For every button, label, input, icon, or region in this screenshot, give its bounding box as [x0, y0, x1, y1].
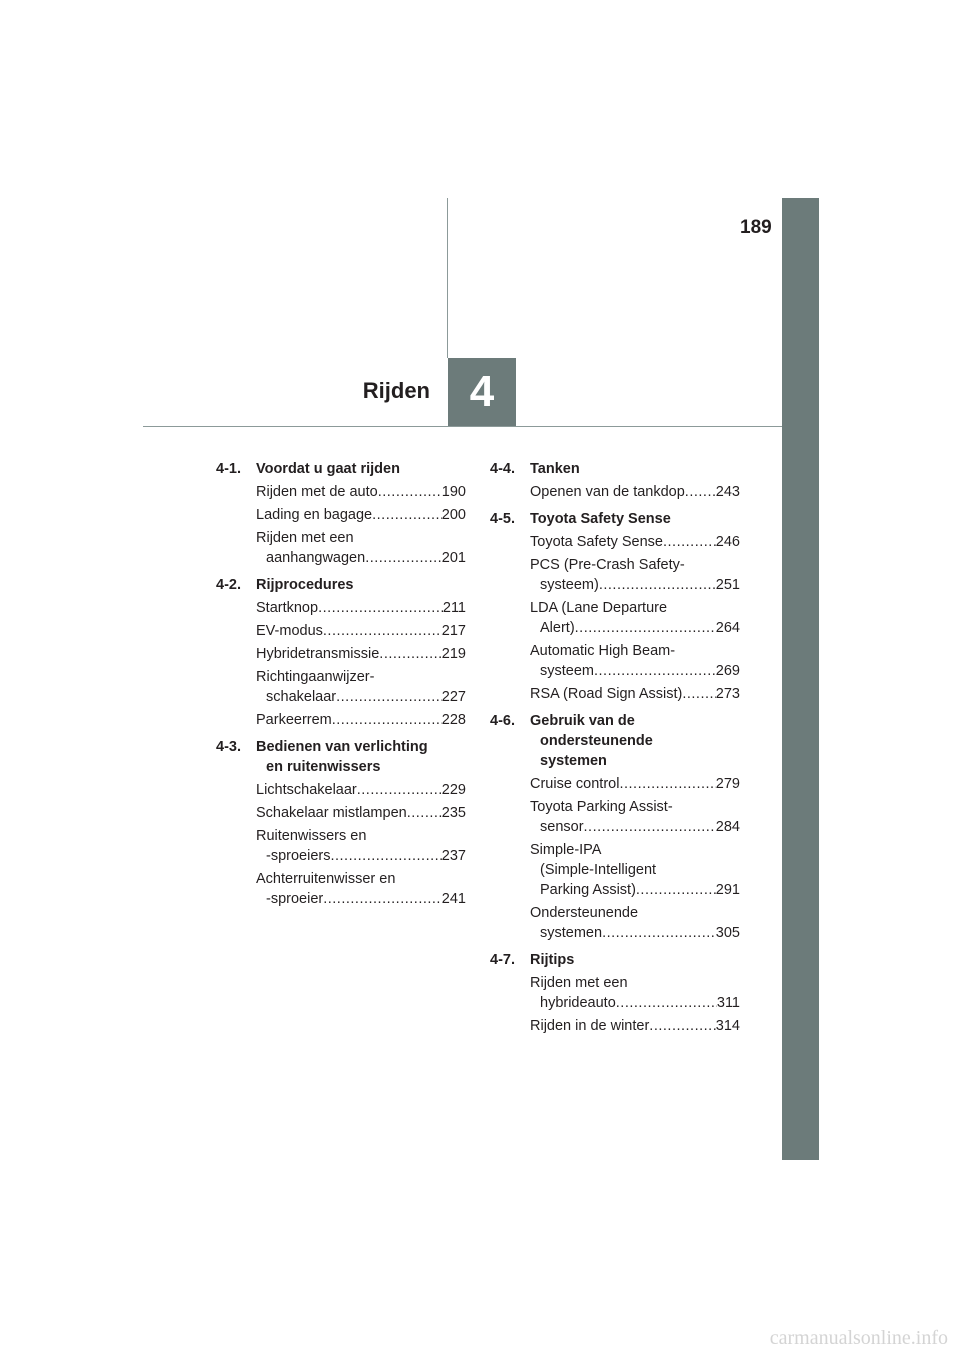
dot-leader	[330, 846, 441, 866]
entry-page-number: 305	[715, 925, 740, 941]
entry-text-line: Toyota Parking Assist-	[530, 799, 673, 815]
toc-entry[interactable]	[256, 869, 466, 909]
section-number: 4-3.	[216, 739, 241, 755]
entry-last-line	[530, 817, 740, 837]
toc-entry[interactable]	[530, 641, 740, 681]
dot-leader	[649, 1016, 716, 1036]
toc-entry[interactable]	[256, 803, 466, 823]
dot-leader	[682, 684, 715, 704]
toc-column-left	[216, 459, 466, 916]
dot-leader	[594, 661, 716, 681]
entry-page-number: 243	[715, 484, 740, 500]
entry-text-line: LDA (Lane Departure	[530, 600, 668, 616]
dot-leader	[365, 548, 442, 568]
entry-text-line: Rijden met een	[530, 975, 628, 991]
chapter-title: Rijden	[362, 378, 430, 403]
section-title-line: Gebruik van de	[530, 713, 635, 729]
entry-text-line: hybrideauto	[540, 995, 616, 1011]
dot-leader	[379, 644, 442, 664]
toc-entry[interactable]	[256, 667, 466, 707]
entry-last-line	[530, 618, 740, 638]
entry-last-line	[256, 846, 466, 866]
section-number: 4-4.	[490, 461, 515, 477]
entry-text-line: Toyota Safety Sense	[530, 534, 663, 550]
entry-page-number: 237	[441, 848, 466, 864]
entry-page-number: 229	[441, 782, 466, 798]
toc-section	[216, 459, 466, 568]
toc-section	[490, 509, 740, 704]
dot-leader	[685, 482, 716, 502]
dot-leader	[407, 803, 442, 823]
header-horizontal-rule	[143, 426, 782, 427]
entry-text-line: Lading en bagage	[256, 507, 373, 523]
toc-section	[216, 737, 466, 909]
toc-entry[interactable]	[256, 528, 466, 568]
chapter-number-box	[448, 358, 516, 426]
dot-leader	[332, 710, 442, 730]
toc-entry[interactable]	[256, 621, 466, 641]
entry-page-number: 235	[441, 805, 466, 821]
entry-text-line: Schakelaar mistlampen	[256, 805, 407, 821]
entry-page-number: 241	[441, 891, 466, 907]
dot-leader	[636, 880, 716, 900]
entry-page-number: 314	[715, 1018, 740, 1034]
entry-text-line: Richtingaanwijzer-	[256, 669, 375, 685]
section-title	[530, 711, 740, 771]
entry-page-number: 190	[441, 484, 466, 500]
section-title-line: en ruitenwissers	[266, 759, 381, 775]
toc-entry[interactable]	[256, 482, 466, 502]
dot-leader	[318, 598, 443, 618]
section-title	[530, 509, 740, 529]
toc-entry[interactable]	[530, 774, 740, 794]
toc-entry[interactable]	[530, 840, 740, 900]
section-number: 4-1.	[216, 461, 241, 477]
entry-page-number: 228	[441, 712, 466, 728]
entry-page-number: 217	[441, 623, 466, 639]
toc-entry[interactable]	[530, 903, 740, 943]
entry-text-line: Rijden met een	[256, 530, 354, 546]
dot-leader	[336, 687, 442, 707]
toc-entry[interactable]	[256, 826, 466, 866]
entry-last-line	[530, 575, 740, 595]
section-title	[256, 575, 466, 595]
toc-entry[interactable]	[530, 532, 740, 552]
entry-last-line	[256, 710, 466, 730]
dot-leader	[357, 780, 442, 800]
entry-page-number: 311	[716, 995, 740, 1011]
entry-text-line: Ondersteunende	[530, 905, 639, 921]
section-number: 4-2.	[216, 577, 241, 593]
dot-leader	[602, 923, 716, 943]
entry-last-line	[530, 1016, 740, 1036]
toc-entry[interactable]	[256, 505, 466, 525]
entry-text-line: -sproeiers	[266, 848, 331, 864]
entry-page-number: 273	[715, 686, 740, 702]
section-title-line: Rijtips	[530, 952, 575, 968]
entry-text-line: Hybridetransmissie	[256, 646, 380, 662]
section-number: 4-5.	[490, 511, 515, 527]
toc-entry[interactable]	[530, 555, 740, 595]
entry-text-line: Simple-IPA	[530, 842, 602, 858]
dot-leader	[372, 505, 442, 525]
entry-page-number: 264	[715, 620, 740, 636]
entry-last-line	[256, 505, 466, 525]
entry-last-line	[256, 687, 466, 707]
dot-leader	[378, 482, 442, 502]
entry-last-line	[530, 774, 740, 794]
entry-last-line	[256, 889, 466, 909]
entry-last-line	[256, 780, 466, 800]
entry-text-line: Openen van de tankdop	[530, 484, 685, 500]
entry-text-line: systemen	[540, 925, 603, 941]
entry-text-line: Rijden met de auto	[256, 484, 378, 500]
header-vertical-rule	[447, 198, 448, 358]
entry-text-line: Startknop	[256, 600, 319, 616]
toc-entry[interactable]	[256, 780, 466, 800]
toc-section	[216, 575, 466, 730]
toc-entry[interactable]	[256, 598, 466, 618]
entry-text-line: Alert)	[540, 620, 575, 636]
entry-text-line: systeem	[540, 663, 594, 679]
toc-section	[490, 711, 740, 943]
entry-text-line: aanhangwagen	[266, 550, 366, 566]
dot-leader	[575, 618, 716, 638]
toc-column-right	[490, 459, 740, 1043]
entry-last-line	[530, 532, 740, 552]
entry-text-line: systeem)	[540, 577, 599, 593]
toc-entry[interactable]	[256, 710, 466, 730]
entry-page-number: 200	[441, 507, 466, 523]
entry-last-line	[256, 548, 466, 568]
entry-text-line: Lichtschakelaar	[256, 782, 357, 798]
chapter-number: 4	[469, 367, 495, 416]
entry-text-line: -sproeier	[266, 891, 324, 907]
section-title-line: Toyota Safety Sense	[530, 511, 671, 527]
watermark-url: carmanualsonline.info	[769, 1327, 948, 1349]
entry-text-line: sensor	[540, 819, 584, 835]
entry-last-line	[530, 661, 740, 681]
entry-last-line	[530, 482, 740, 502]
entry-text-line: schakelaar	[266, 689, 337, 705]
entry-last-line	[256, 598, 466, 618]
section-number: 4-6.	[490, 713, 515, 729]
entry-last-line	[530, 684, 740, 704]
entry-page-number: 284	[715, 819, 740, 835]
toc-entry[interactable]	[530, 973, 740, 1013]
toc-section	[490, 459, 740, 502]
section-title-line: Voordat u gaat rijden	[256, 461, 400, 477]
section-title-line: Tanken	[530, 461, 580, 477]
entry-page-number: 227	[441, 689, 466, 705]
dot-leader	[616, 993, 717, 1013]
dot-leader	[599, 575, 716, 595]
section-title-line: Bedienen van verlichting	[256, 739, 428, 755]
section-title-line: ondersteunende	[540, 733, 653, 749]
entry-text-line: PCS (Pre-Crash Safety-	[530, 557, 685, 573]
toc-entry[interactable]	[256, 644, 466, 664]
entry-text-line: EV-modus	[256, 623, 323, 639]
entry-page-number: 211	[442, 600, 466, 616]
page-number: 189	[740, 217, 772, 238]
section-title	[256, 737, 466, 777]
entry-text-line: Parking Assist)	[540, 882, 636, 898]
entry-text-line: Ruitenwissers en	[256, 828, 367, 844]
entry-text-line: (Simple-Intelligent	[540, 862, 657, 878]
dot-leader	[619, 774, 715, 794]
entry-page-number: 246	[715, 534, 740, 550]
dot-leader	[584, 817, 716, 837]
entry-text-line: Achterruitenwisser en	[256, 871, 396, 887]
dot-leader	[323, 621, 442, 641]
entry-text-line: Rijden in de winter	[530, 1018, 650, 1034]
entry-text-line: Parkeerrem	[256, 712, 332, 728]
entry-page-number: 251	[715, 577, 740, 593]
entry-last-line	[530, 993, 740, 1013]
entry-page-number: 201	[441, 550, 466, 566]
entry-page-number: 279	[715, 776, 740, 792]
chapter-side-tab	[782, 198, 819, 1160]
entry-last-line	[530, 923, 740, 943]
entry-page-number: 269	[715, 663, 740, 679]
entry-text-line: Cruise control	[530, 776, 620, 792]
section-number: 4-7.	[490, 952, 515, 968]
toc-entry[interactable]	[530, 1016, 740, 1036]
entry-last-line	[256, 803, 466, 823]
entry-text-line: RSA (Road Sign Assist)	[530, 686, 683, 702]
entry-page-number: 291	[715, 882, 740, 898]
toc-section	[490, 950, 740, 1036]
section-title	[530, 950, 740, 970]
section-title-line: Rijprocedures	[256, 577, 354, 593]
section-title	[256, 459, 466, 479]
entry-last-line	[256, 644, 466, 664]
toc-entry[interactable]	[530, 684, 740, 704]
dot-leader	[323, 889, 442, 909]
section-title-line: systemen	[540, 753, 607, 769]
entry-text-line: Automatic High Beam-	[530, 643, 676, 659]
toc-entry[interactable]	[530, 797, 740, 837]
entry-last-line	[256, 621, 466, 641]
toc-entry[interactable]	[530, 482, 740, 502]
entry-last-line	[530, 880, 740, 900]
dot-leader	[663, 532, 716, 552]
entry-last-line	[256, 482, 466, 502]
entry-page-number: 219	[441, 646, 466, 662]
toc-entry[interactable]	[530, 598, 740, 638]
section-title	[530, 459, 740, 479]
